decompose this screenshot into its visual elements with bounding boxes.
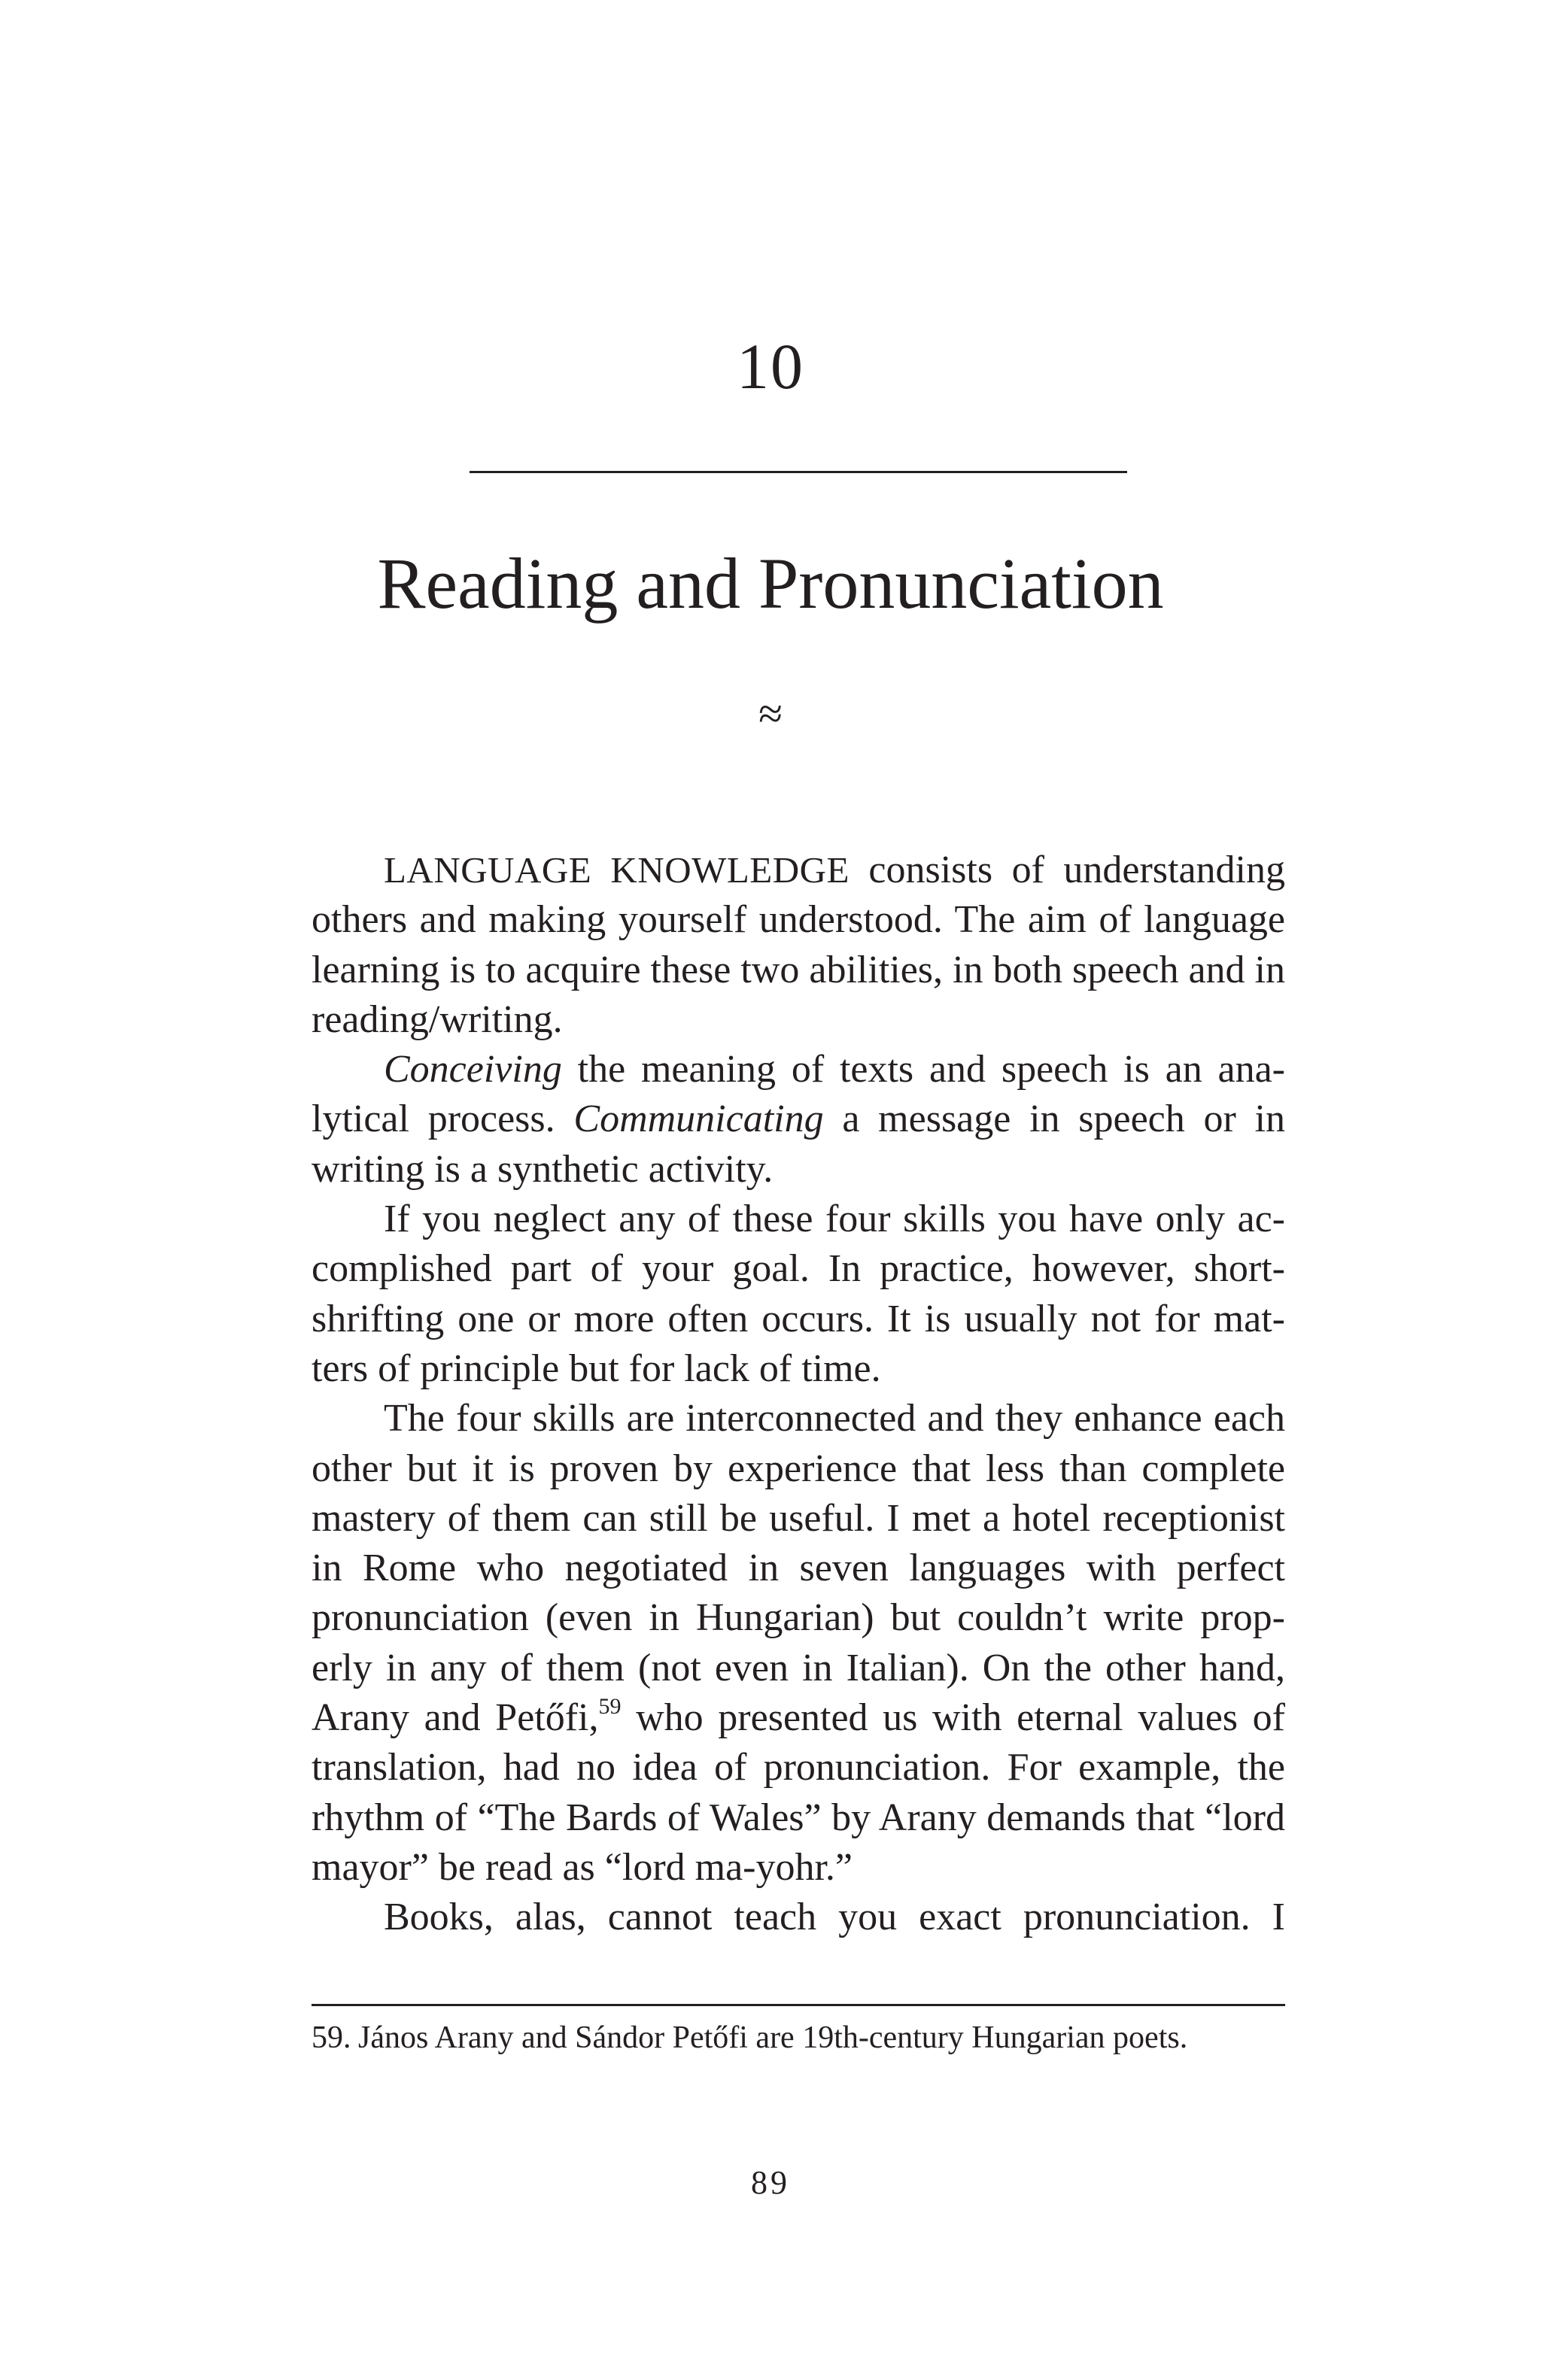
paragraph-text: the meaning of texts and speech is an analytical process. <box>312 1048 1285 1141</box>
paragraph-text: a message in speech or in writing is a synthetic activity. <box>312 1097 1285 1191</box>
footnote-number: 59. <box>312 2020 351 2055</box>
emphasis-text: Conceiving <box>384 1048 562 1091</box>
footnote-text: János Arany and Sándor Petőfi are 19th-century Hungarian poets. <box>358 2020 1188 2055</box>
paragraph-4 <box>312 1394 1285 1893</box>
footnote-reference[interactable]: 59 <box>598 1694 622 1720</box>
chapter-divider-rule <box>470 471 1127 473</box>
paragraph-3 <box>312 1195 1285 1394</box>
paragraph-text: If you neglect any of these four skills you have only accomplished part of your goal. In practice, however, short-shrifting one or more often occurs. It is usually not for matters of principle but for lack of time. <box>312 1198 1285 1390</box>
chapter-title: Reading and Pronunciation <box>377 543 1164 624</box>
chapter-number: 10 <box>737 330 804 402</box>
lead-in-caps: LANGUAGE KNOWLEDGE <box>384 849 850 891</box>
body-text <box>312 845 1285 1943</box>
paragraph-1 <box>312 845 1285 1045</box>
paragraph-text: Books, alas, cannot teach you exact pronunciation. I <box>384 1896 1285 1939</box>
footnote <box>312 2016 1285 2060</box>
paragraph-text: who presented us with eternal values of translation, had no idea of pronunciation. For example, the rhythm of “The Bards of Wales” by Arany demands that “lord mayor” be read as “lord ma-yohr.” <box>312 1696 1285 1889</box>
ornament-icon: ≈ <box>758 689 783 738</box>
page-number: 89 <box>751 2164 790 2201</box>
footnote-divider-rule <box>312 2004 1285 2006</box>
paragraph-text: consists of understanding others and making yourself understood. The aim of language learning is to acquire these two abilities, in both speech and in reading/writing. <box>312 848 1286 1041</box>
paragraph-text: The four skills are interconnected and they enhance each other but it is proven by experience that less than complete mastery of them can still be useful. I met a hotel receptionist in Rome who negotiated in seven languages with perfect pronunciation (even in Hungarian) but couldn’t write properly in any of them (not even in Italian). On the other hand, Arany and Petőfi, <box>312 1397 1285 1740</box>
emphasis-text: Communicating <box>573 1097 824 1141</box>
paragraph-5 <box>312 1893 1285 1942</box>
paragraph-2 <box>312 1045 1285 1195</box>
